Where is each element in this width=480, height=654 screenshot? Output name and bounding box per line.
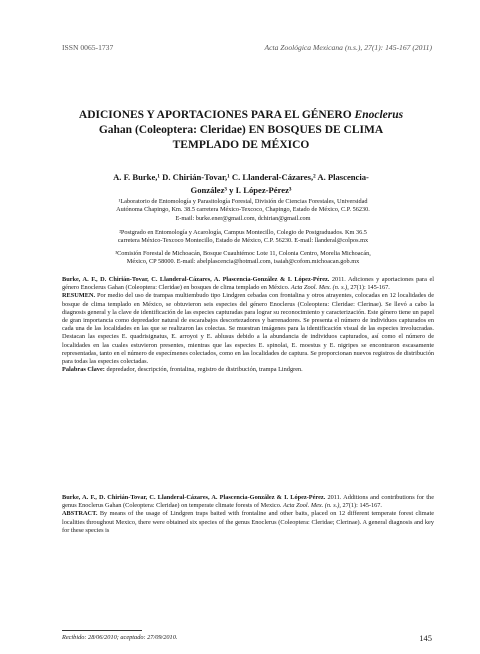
spanish-abstract	[62, 292, 434, 366]
title-line-3: TEMPLADO DE MÉXICO	[172, 139, 310, 151]
title-line-2: Gahan (Coleoptera: Cleridae) EN BOSQUES DE CLIMA	[98, 124, 384, 136]
citation-text: 2011. Additions and contributions for the genus Enoclerus Gahan (Coleoptera: Cleridae) on temperate climate forests of Mexico.	[62, 494, 435, 510]
affiliation-email: E-mail: burke.ener@gmail.com, dchirian@gmail.com	[175, 214, 311, 222]
citation-pages: 27(1): 145-167.	[350, 284, 390, 292]
issn-header: ISSN 0065-1737	[62, 43, 114, 52]
abstract-label: ABSTRACT.	[62, 510, 98, 518]
article-title	[50, 108, 432, 153]
spanish-section	[62, 276, 434, 374]
affiliation-line: ³Comisión Forestal de Michoacán, Bosque Cuauhtémoc Lote 11, Colonia Centro, Morelia Michoacán,	[115, 250, 371, 257]
citation-text: 2011. Adiciones y aportaciones para el género Enoclerus Gahan (Coleoptera: Cleridae) en bosques de clima templado en México.	[62, 276, 434, 292]
footnote-rule	[62, 630, 142, 631]
page-number: 145	[419, 633, 432, 643]
citation-authors: Burke, A. F., D. Chirián-Tovar, C. Llanderal-Cázares, A. Plascencia-González & I. López-Pérez.	[62, 276, 330, 283]
affiliation-line: ²Postgrado en Entomología y Acarología, Campus Montecillo, Colegio de Postgraduados. Km 36.5	[119, 229, 367, 236]
authors-line-1: A. F. Burke,¹ D. Chirián-Tovar,¹ C. Llanderal-Cázares,² A. Plascencia-	[113, 172, 369, 182]
citation-authors: Burke, A. F., D. Chirián-Tovar, C. Llanderal-Cázares, A. Plascencia-González & I. López-Pérez.	[62, 494, 326, 501]
english-abstract	[62, 510, 434, 535]
citation-pages: 27(1): 145-167.	[342, 502, 383, 510]
abstract-text: Por medio del uso de trampas multiembudo tipo Lindgren cebadas con frontalina y otros atrayentes, colocadas en 12 localidades de bosque de clima templado en México, se obtuvieron seis especies del género Enoclerus (Coleoptera: Cleridae: Clerinae). Se llevó a cabo la diagnosis general y la clave de identificación de las especies capturadas para lograr su reconocimiento y caracterización. Este género tiene un papel de gran importancia como depredador natural de escarabajos descortezadores y barrenadores. Se presenta el número de individuos capturados en cada una de las localidades en las que se realizaron las colectas. Se muestran imágenes para la identificación visual de las especies involucradas. Destacan las especies E. quadrisignatus, E. arroyoi y E. ablusus debido a la abundancia de individuos capturados, así como el número de localidades en las cuales estuvieron presentes, mientras que las especies E. spinolai, E. moestus y E. nigripes se encontraron escasamente representadas, tanto en el número de especímenes colectados, como en las localidades de captura. Se proporcionan nuevos registros de distribución para todas las especies colectadas.	[62, 292, 434, 366]
journal-header: Acta Zoológica Mexicana (n.s.), 27(1): 145-167 (2011)	[264, 43, 432, 52]
affiliation-3	[62, 250, 424, 267]
english-section	[62, 494, 434, 535]
keywords-text: depredador, descripción, frontalina, registro de distribución, trampa Lindgren.	[106, 366, 303, 374]
affiliation-line: Autónoma Chapingo, Km. 38.5 carretera México-Texcoco, Chapingo, Estado de México, C.P. 56230.	[116, 206, 370, 214]
affiliation-1	[62, 198, 424, 223]
abstract-label: RESUMEN.	[62, 292, 96, 300]
affiliation-line: ¹Laboratorio de Entomología y Parasitología Forestal, División de Ciencias Forestales, Universidad	[118, 198, 368, 205]
affiliation-line: México, CP 58000. E-mail: abelplascencia@hotmail.com, isaiah@cofom.michoacan.gob.mx	[126, 258, 360, 266]
affiliation-line: carretera México-Texcoco Montecillo, Estado de México, C.P. 56230. E-mail: llanderal@colpos.mx	[117, 237, 369, 245]
english-citation	[62, 494, 434, 510]
keywords-label: Palabras Clave:	[62, 366, 105, 374]
citation-journal: Acta Zool. Mex. (n. s.),	[290, 284, 349, 292]
author-list	[58, 171, 424, 197]
spanish-citation	[62, 276, 434, 292]
abstract-text: By means of the usage of Lindgren traps baited with frontaline and other baits, placed on 12 different temperate forest climate localities throughout Mexico, there were obtained six species of the genus Enoclerus (Coleoptera: Cleridae; Clerinae). A general diagnosis and key for these species is	[62, 510, 434, 534]
affiliation-2	[62, 229, 424, 246]
title-genus: Enoclerus	[354, 109, 404, 121]
received-dates: Recibido: 28/06/2010; aceptado: 27/09/2010.	[62, 634, 178, 641]
spanish-keywords	[62, 366, 434, 374]
title-line-1: ADICIONES Y APORTACIONES PARA EL GÉNERO	[78, 109, 352, 121]
authors-line-2: González³ y I. López-Pérez³	[190, 185, 292, 195]
citation-journal: Acta Zool. Mex. (n. s.),	[283, 502, 341, 510]
